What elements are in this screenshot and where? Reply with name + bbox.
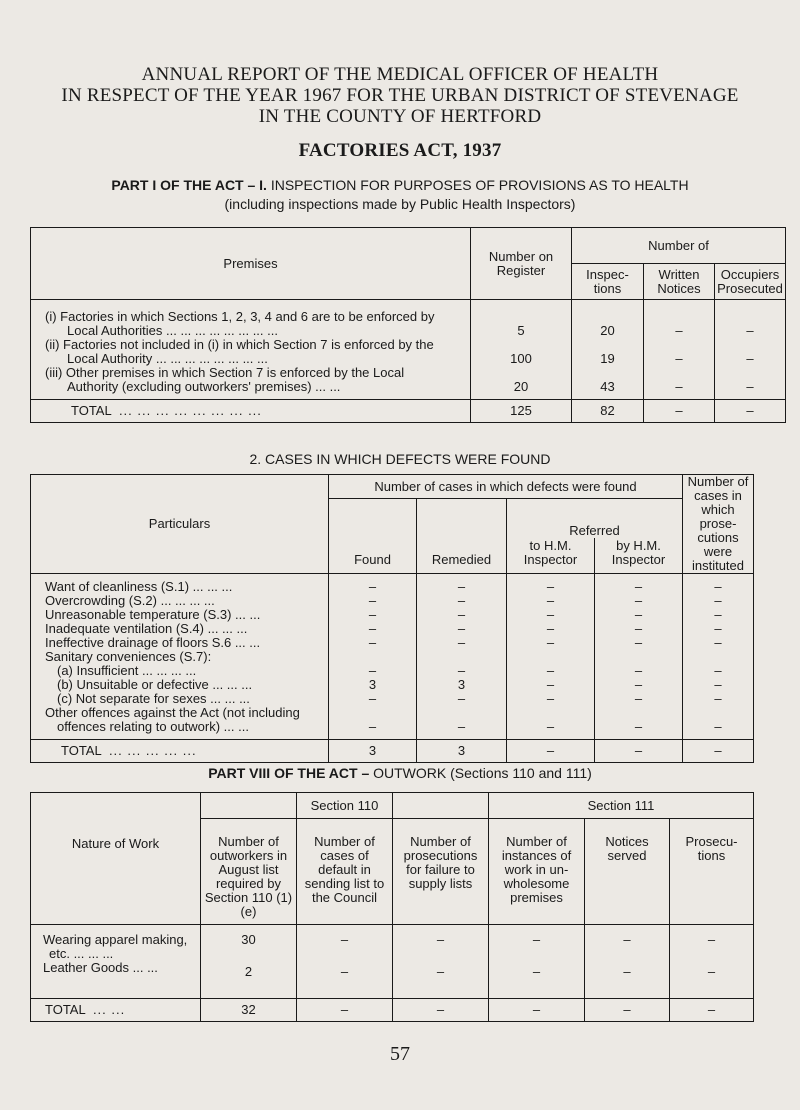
- found-cell: –: [368, 635, 377, 650]
- part1-labels: [31, 300, 471, 400]
- notices-values: [585, 925, 670, 999]
- remedied-cell: –: [457, 579, 466, 594]
- by-hm-cell: –: [634, 607, 643, 622]
- row3-label1: (iii) Other premises in which Section 7 is enforced by the Local: [45, 365, 405, 380]
- prosecutions-values: [670, 925, 754, 999]
- by-hm-cell: –: [634, 593, 643, 608]
- total-pfail: –: [393, 999, 489, 1022]
- row2-label1: (ii) Factories not included in (i) in which Section 7 is enforced by the: [45, 337, 434, 352]
- nature-labels: [31, 925, 201, 999]
- part1-heading-rest: INSPECTION FOR PURPOSES OF PROVISIONS AS TO HEALTH: [270, 177, 689, 193]
- total-dots: ... ... ... ... ... ... ... ...: [118, 403, 262, 418]
- col-notices: Notices served: [585, 819, 670, 925]
- occupiers-cell: –: [746, 351, 754, 366]
- found-cell: 3: [368, 677, 377, 692]
- register-cell: 20: [513, 379, 529, 394]
- to-hm-values: [507, 574, 595, 740]
- col-default: Number of cases of default in sending list to the Council: [297, 819, 393, 925]
- by-hm-cell: –: [634, 719, 643, 734]
- inspections-cell: 20: [600, 323, 615, 338]
- by-hm-cell: –: [634, 663, 643, 678]
- col-register: Number on Register: [471, 228, 572, 300]
- total-label: TOTAL: [71, 403, 112, 418]
- written-cell: –: [675, 379, 683, 394]
- to-hm-cell: –: [546, 593, 555, 608]
- to-hm-cell: –: [546, 677, 555, 692]
- to-hm-cell: –: [546, 635, 555, 650]
- prosecution-cell: [683, 650, 753, 664]
- total-outworkers: 32: [201, 999, 297, 1022]
- part2-total-label: [31, 740, 329, 763]
- occupiers-cell: –: [746, 323, 754, 338]
- total-to-hm: –: [507, 740, 595, 763]
- part1-total-label: [31, 400, 471, 423]
- act-title: FACTORIES ACT, 1937: [298, 140, 502, 161]
- pfail-cell: –: [436, 932, 445, 947]
- part2-labels: [31, 574, 329, 740]
- part8-heading-bold: PART VIII OF THE ACT –: [208, 765, 370, 781]
- prosecutions-cell: –: [707, 964, 716, 979]
- defect-label: Inadequate ventilation (S.4) ... ... ...: [45, 621, 248, 636]
- total-remedied: 3: [417, 740, 507, 763]
- col-to-hm: to H.M. Inspector: [507, 538, 595, 574]
- pfail-values: [393, 925, 489, 999]
- found-cell: –: [368, 691, 377, 706]
- found-cell: –: [368, 719, 377, 734]
- total-prosecutions: –: [670, 999, 754, 1022]
- prosecution-cell: –: [714, 635, 722, 650]
- remedied-cell: –: [457, 607, 466, 622]
- by-hm-values: [595, 574, 683, 740]
- nature-label: Leather Goods ... ...: [43, 960, 158, 975]
- register-cell: 100: [510, 351, 532, 366]
- defect-label: Want of cleanliness (S.1) ... ... ...: [45, 579, 233, 594]
- register-cell: 5: [517, 323, 525, 338]
- col-inspections: Inspec- tions: [572, 264, 644, 300]
- part2-heading: 2. CASES IN WHICH DEFECTS WERE FOUND: [249, 451, 551, 467]
- part1-heading: [0, 177, 800, 193]
- by-hm-cell: –: [634, 677, 643, 692]
- instances-cell: –: [532, 932, 541, 947]
- found-cell: –: [368, 621, 377, 636]
- col-occupiers: Occupiers Prosecuted: [715, 264, 786, 300]
- default-cell: –: [340, 964, 349, 979]
- total-found: 3: [329, 740, 417, 763]
- total-label: TOTAL: [45, 1002, 86, 1017]
- by-hm-cell: [595, 706, 682, 720]
- to-hm-cell: –: [546, 621, 555, 636]
- total-by-hm: –: [595, 740, 683, 763]
- total-register: 125: [471, 400, 572, 423]
- prosecution-cell: –: [714, 663, 722, 678]
- by-hm-cell: [595, 650, 682, 664]
- to-hm-cell: [507, 706, 594, 720]
- default-cell: –: [340, 932, 349, 947]
- row1-label2: Local Authorities ... ... ... ... ... ... ... ...: [67, 323, 278, 338]
- row2-label2: Local Authority ... ... ... ... ... ... ... ...: [67, 351, 268, 366]
- remedied-cell: –: [457, 635, 466, 650]
- col-by-hm: by H.M. Inspector: [595, 538, 683, 574]
- col-premises: Premises: [31, 228, 471, 300]
- by-hm-cell: –: [634, 691, 643, 706]
- prosecution-cell: –: [714, 691, 722, 706]
- col-prosecutions: Number of cases in which prose- cutions were instituted: [683, 475, 754, 574]
- col-particulars: Particulars: [31, 475, 329, 574]
- part8-heading: [0, 765, 800, 781]
- found-cell: –: [368, 579, 377, 594]
- total-default: –: [297, 999, 393, 1022]
- part8-total-label: [31, 999, 201, 1022]
- inspections-cell: 43: [600, 379, 615, 394]
- to-hm-cell: [507, 650, 594, 664]
- defect-label: (a) Insufficient ... ... ... ...: [57, 663, 197, 678]
- row1-label1: (i) Factories in which Sections 1, 2, 3, 4 and 6 are to be enforced by: [45, 309, 435, 324]
- defect-label: (b) Unsuitable or defective ... ... ...: [57, 677, 253, 692]
- col-remedied: Remedied: [417, 499, 507, 574]
- defect-label: Unreasonable temperature (S.3) ... ...: [45, 607, 261, 622]
- col-instances: Number of instances of work in un- wholesome premises: [489, 819, 585, 925]
- instances-values: [489, 925, 585, 999]
- nature-label: Wearing apparel making,: [43, 932, 188, 947]
- prosecution-cell: –: [714, 593, 722, 608]
- total-notices: –: [585, 999, 670, 1022]
- remedied-cell: –: [457, 719, 466, 734]
- to-hm-cell: –: [546, 607, 555, 622]
- col-number-cases: Number of cases in which defects were found: [329, 475, 683, 499]
- found-cell: –: [368, 663, 377, 678]
- defect-label: (c) Not separate for sexes ... ... ...: [57, 691, 250, 706]
- col-prosecutions-failure: Number of prosecutions for failure to supply lists: [393, 819, 489, 925]
- row3-label2: Authority (excluding outworkers' premises) ... ...: [67, 379, 341, 394]
- remedied-cell: –: [457, 593, 466, 608]
- total-prosecutions: –: [683, 740, 754, 763]
- outworkers-cell: 30: [241, 932, 256, 947]
- col-nature: Nature of Work: [31, 793, 201, 925]
- outworkers-values: [201, 925, 297, 999]
- prosecution-cell: –: [714, 677, 722, 692]
- instances-cell: –: [532, 964, 541, 979]
- prosecution-cell: –: [714, 579, 722, 594]
- nature-label: etc. ... ... ...: [49, 946, 114, 961]
- to-hm-cell: –: [546, 663, 555, 678]
- occupiers-cell: –: [746, 379, 754, 394]
- total-instances: –: [489, 999, 585, 1022]
- pfail-cell: –: [436, 964, 445, 979]
- defect-label: Overcrowding (S.2) ... ... ... ...: [45, 593, 215, 608]
- found-cell: [329, 706, 416, 720]
- defect-label: Sanitary conveniences (S.7):: [45, 649, 212, 664]
- remedied-cell: [417, 706, 506, 720]
- prosecutions-cell: –: [707, 932, 716, 947]
- found-cell: –: [368, 607, 377, 622]
- part8-heading-rest: OUTWORK (Sections 110 and 111): [373, 765, 592, 781]
- written-cell: –: [675, 323, 683, 338]
- by-hm-cell: –: [634, 579, 643, 594]
- col-outworkers: Number of outworkers in August list required by Section 110 (1) (e): [201, 819, 297, 925]
- section-111: Section 111: [489, 793, 754, 819]
- total-label: TOTAL: [61, 743, 102, 758]
- defect-label: Ineffective drainage of floors S.6 ... ...: [45, 635, 261, 650]
- remedied-cell: 3: [457, 677, 466, 692]
- written-cell: –: [675, 351, 683, 366]
- col-referred: Referred: [507, 499, 683, 538]
- page-number: 57: [390, 1043, 410, 1065]
- col-prosecutions: Prosecu- tions: [670, 819, 754, 925]
- found-values: [329, 574, 417, 740]
- total-inspections: 82: [572, 400, 644, 423]
- prosecution-cell: [683, 706, 753, 720]
- remedied-cell: –: [457, 691, 466, 706]
- prosecution-cell: –: [714, 621, 722, 636]
- prosecution-cell: –: [714, 719, 722, 734]
- prosecution-values: [683, 574, 754, 740]
- report-title-line2: IN RESPECT OF THE YEAR 1967 FOR THE URBAN DISTRICT OF STEVENAGE: [61, 85, 739, 106]
- prosecution-cell: –: [714, 607, 722, 622]
- to-hm-cell: –: [546, 579, 555, 594]
- total-written: –: [644, 400, 715, 423]
- total-dots: ... ...: [92, 1002, 126, 1017]
- part2-table: [30, 474, 754, 763]
- notices-cell: –: [623, 932, 631, 947]
- outworkers-cell: 2: [244, 964, 253, 979]
- found-cell: –: [368, 593, 377, 608]
- report-title-line3: IN THE COUNTY OF HERTFORD: [258, 106, 542, 127]
- remedied-cell: –: [457, 663, 466, 678]
- by-hm-cell: –: [634, 635, 643, 650]
- default-values: [297, 925, 393, 999]
- total-occupiers: –: [715, 400, 786, 423]
- total-dots: ... ... ... ... ...: [108, 743, 197, 758]
- remedied-cell: [417, 650, 506, 664]
- inspection-values: [572, 300, 644, 400]
- defect-label: Other offences against the Act (not including: [45, 705, 300, 720]
- notices-cell: –: [623, 964, 631, 979]
- to-hm-cell: –: [546, 691, 555, 706]
- remedied-cell: –: [457, 621, 466, 636]
- inspections-cell: 19: [600, 351, 615, 366]
- col-written: Written Notices: [644, 264, 715, 300]
- defect-label: offences relating to outwork) ... ...: [57, 719, 249, 734]
- to-hm-cell: –: [546, 719, 555, 734]
- part8-table: [30, 792, 754, 1022]
- found-cell: [329, 650, 416, 664]
- part1-subheading: (including inspections made by Public Health Inspectors): [224, 196, 576, 212]
- part1-table: [30, 227, 786, 423]
- report-title-line1: ANNUAL REPORT OF THE MEDICAL OFFICER OF HEALTH: [141, 64, 659, 85]
- by-hm-cell: –: [634, 621, 643, 636]
- col-found: Found: [329, 499, 417, 574]
- section-110: Section 110: [297, 793, 393, 819]
- col-number-of: Number of: [572, 228, 786, 264]
- remedied-values: [417, 574, 507, 740]
- register-values: [471, 300, 572, 400]
- part1-heading-bold: PART I OF THE ACT – I.: [111, 177, 267, 193]
- written-values: [644, 300, 715, 400]
- occupiers-values: [715, 300, 786, 400]
